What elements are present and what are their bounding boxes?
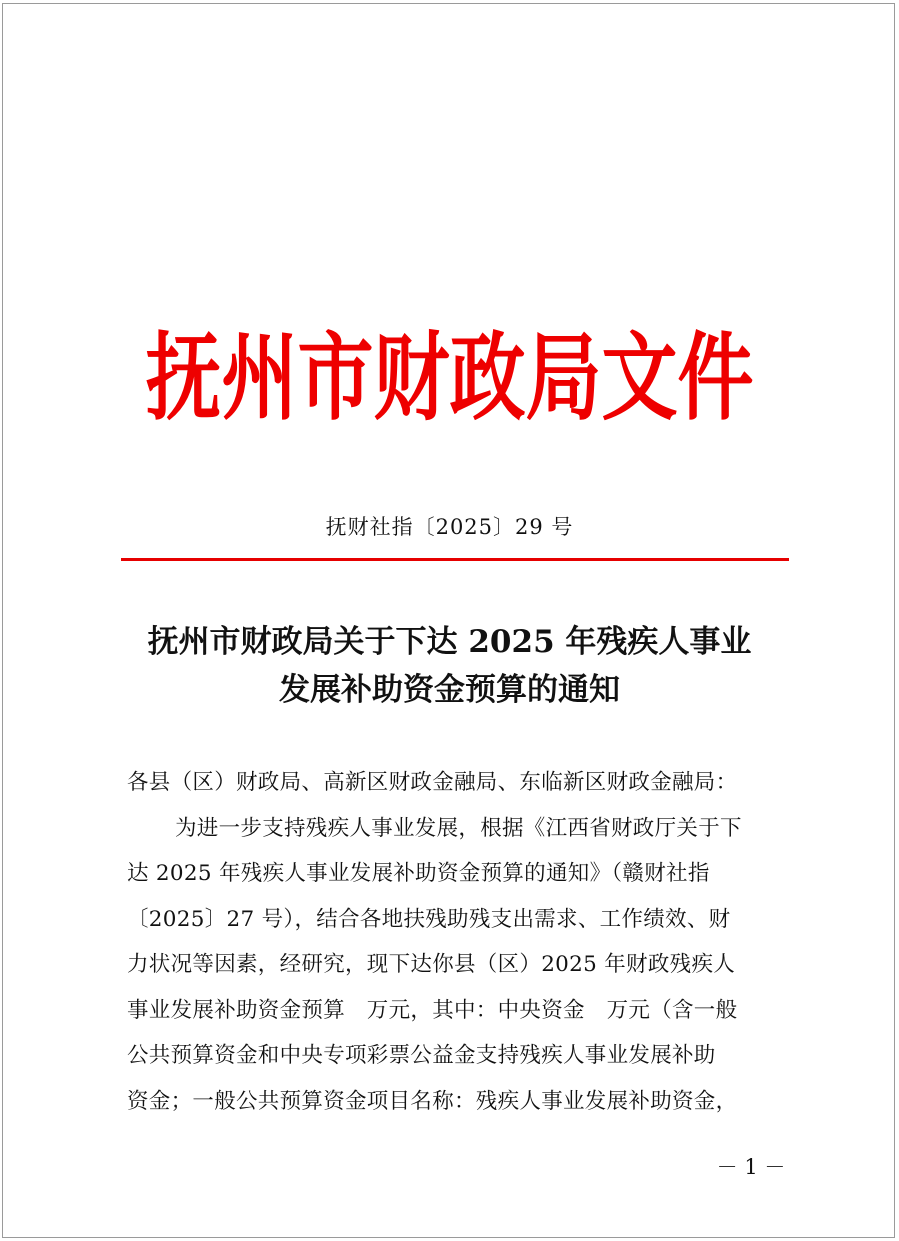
document-page — [2, 3, 895, 1238]
body-line: 事业发展补助资金预算 万元，其中：中央资金 万元（含一般 — [127, 997, 738, 1023]
body-line: 资金；一般公共预算资金项目名称：残疾人事业发展补助资金， — [127, 1088, 738, 1114]
page-number: － 1 － — [716, 1155, 786, 1179]
addressee-line: 各县（区）财政局、高新区财政金融局、东临新区财政金融局： — [127, 770, 738, 795]
red-divider-line — [121, 558, 789, 561]
document-number: 抚财社指〔2025〕29 号 — [325, 515, 574, 539]
body-line: 为进一步支持残疾人事业发展，根据《江西省财政厅关于下 — [175, 815, 742, 841]
notice-title-line: 抚州市财政局关于下达 2025 年残疾人事业 — [147, 624, 752, 660]
body-line: 力状况等因素，经研究，现下达你县（区）2025 年财政残疾人 — [127, 952, 736, 977]
body-line: 〔2025〕27 号），结合各地扶残助残支出需求、工作绩效、财 — [127, 906, 731, 932]
notice-body — [127, 760, 792, 1124]
body-line: 公共预算资金和中央专项彩票公益金支持残疾人事业发展补助 — [127, 1043, 716, 1068]
issuer-title: 抚州市财政局文件 — [145, 321, 754, 433]
notice-title-line: 发展补助资金预算的通知 — [279, 672, 620, 708]
notice-title — [83, 618, 816, 714]
body-line: 达 2025 年残疾人事业发展补助资金预算的通知》（赣财社指 — [127, 861, 710, 886]
